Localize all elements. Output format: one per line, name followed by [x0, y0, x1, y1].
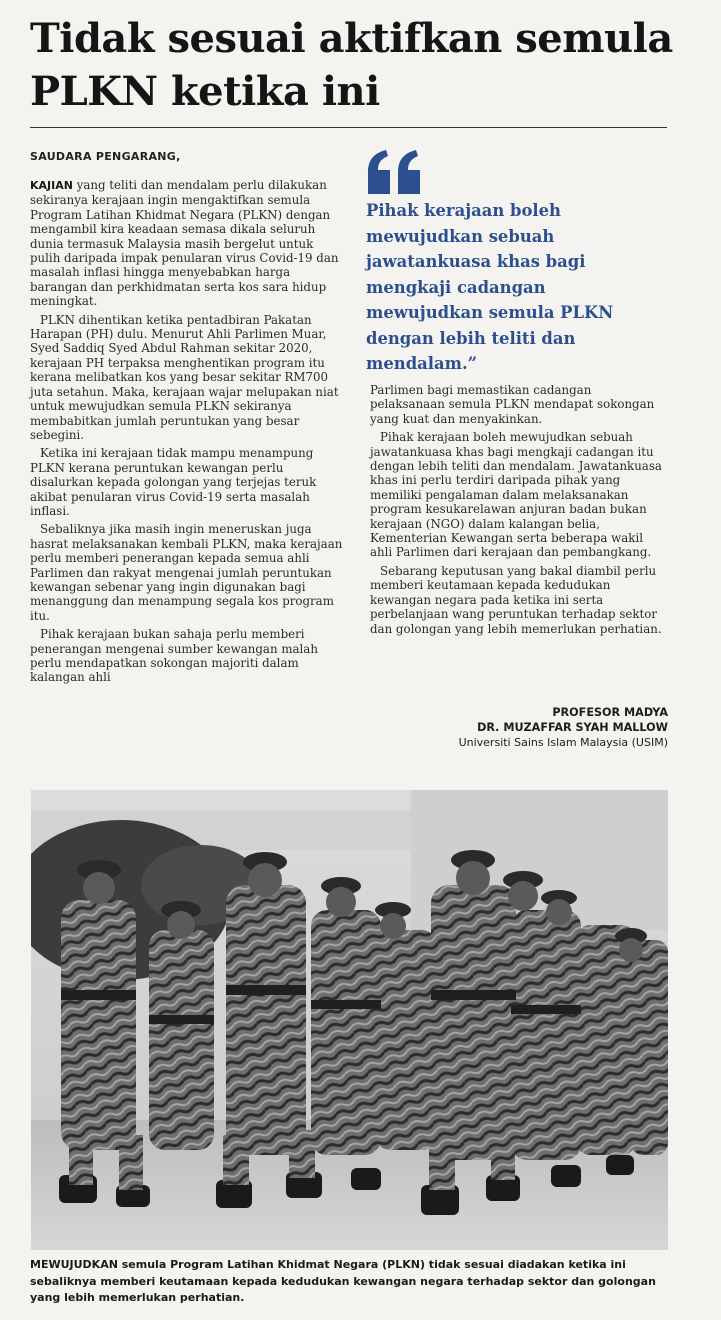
author-organization: Universiti Sains Islam Malaysia (USIM) — [458, 736, 668, 749]
left-column — [30, 178, 346, 689]
right-column — [370, 383, 668, 640]
body-paragraph-1 — [30, 178, 346, 309]
body-paragraph-5: Pihak kerajaan bukan sahaja perlu memberi penerangan mengenai sumber kewangan malah perlu mendapatkan sokongan majoriti dalam kalangan ahli — [30, 627, 318, 685]
marching-cadets-photo — [31, 790, 668, 1250]
article-photo — [31, 790, 668, 1250]
pull-quote-text: Pihak kerajaan boleh mewujudkan sebuah jawatankuasa khas bagi mengkaji cadangan mewujudkan semula PLKN dengan lebih teliti dan mendalam.” — [366, 201, 614, 373]
opening-double-quote-icon — [366, 150, 424, 194]
author-signature — [459, 705, 668, 751]
body-paragraph-4: Sebaliknya jika masih ingin meneruskan juga hasrat melaksanakan kembali PLKN, maka kerajaan perlu memberi penerangan kepada semua ahli Parlimen dan rakyat mengenai jumlah peruntukan kewangan sebenar yang ingin digunakan bagi menanggung dan menampung segala kos program itu. — [30, 522, 343, 623]
body-paragraph-7: Pihak kerajaan boleh mewujudkan sebuah jawatankuasa khas bagi mengkaji cadangan itu dengan lebih teliti dan mendalam. Jawatankuasa khas ini perlu terdiri daripada pihak yang memiliki pengalaman dalam melaksanakan program kesukarelawan anjuran badan bukan kerajaan (NGO) dalam kalangan belia, Kementerian Kewangan serta beberapa wakil ahli Parlimen dari kerajaan dan pembangkang. — [370, 430, 662, 560]
salutation: SAUDARA PENGARANG, — [30, 150, 181, 163]
pull-quote — [366, 150, 666, 377]
headline-divider — [30, 127, 667, 128]
photo-caption: MEWUJUDKAN semula Program Latihan Khidmat Negara (PLKN) tidak sesuai diadakan ketika ini sebaliknya memberi keutamaan kepada kedudukan kewangan negara terhadap sektor dan golongan yang lebih memerlukan perhatian. — [30, 1258, 656, 1304]
body-paragraph-2: PLKN dihentikan ketika pentadbiran Pakatan Harapan (PH) dulu. Menurut Ahli Parlimen Muar, Syed Saddiq Syed Abdul Rahman sekitar 2020, kerajaan PH terpaksa menghentikan program itu kerana melibatkan kos yang besar sekitar RM700 juta setahun. Maka, kerajaan wajar melupakan niat untuk mewujudkan semula PLKN sekiranya membabitkan jumlah peruntukan yang besar sebegini. — [30, 312, 339, 442]
author-name: DR. MUZAFFAR SYAH MALLOW — [477, 721, 668, 734]
paragraph-text: yang teliti dan mendalam perlu dilakukan sekiranya kerajaan ingin mengaktifkan semula Program Latihan Khidmat Negara (PLKN) dengan mengambil kira keadaan semasa dikala seluruh dunia termasuk Malaysia masih bergelut untuk pulih daripada impak penularan virus Covid-19 dan masalah inflasi hingga menyebabkan harga barangan dan perkhidmatan serta kos sara hidup meningkat. — [30, 178, 339, 309]
body-paragraph-6: Parlimen bagi memastikan cadangan pelaksanaan semula PLKN mendapat sokongan yang kuat dan menyakinkan. — [370, 383, 655, 426]
body-paragraph-8: Sebarang keputusan yang bakal diambil perlu memberi keutamaan kepada kedudukan kewangan negara pada ketika ini serta perbelanjaan wang peruntukan terhadap sektor dan golongan yang lebih memerlukan perhatian. — [370, 563, 662, 636]
lead-word: KAJIAN — [30, 179, 73, 192]
body-paragraph-3: Ketika ini kerajaan tidak mampu menampung PLKN kerana peruntukan kewangan perlu disalurkan kepada golongan yang terjejas teruk akibat penularan virus Covid-19 serta masalah inflasi. — [30, 446, 317, 518]
article-headline: Tidak sesuai aktifkan semula PLKN ketika ini — [30, 15, 673, 115]
author-title: PROFESOR MADYA — [552, 706, 668, 719]
